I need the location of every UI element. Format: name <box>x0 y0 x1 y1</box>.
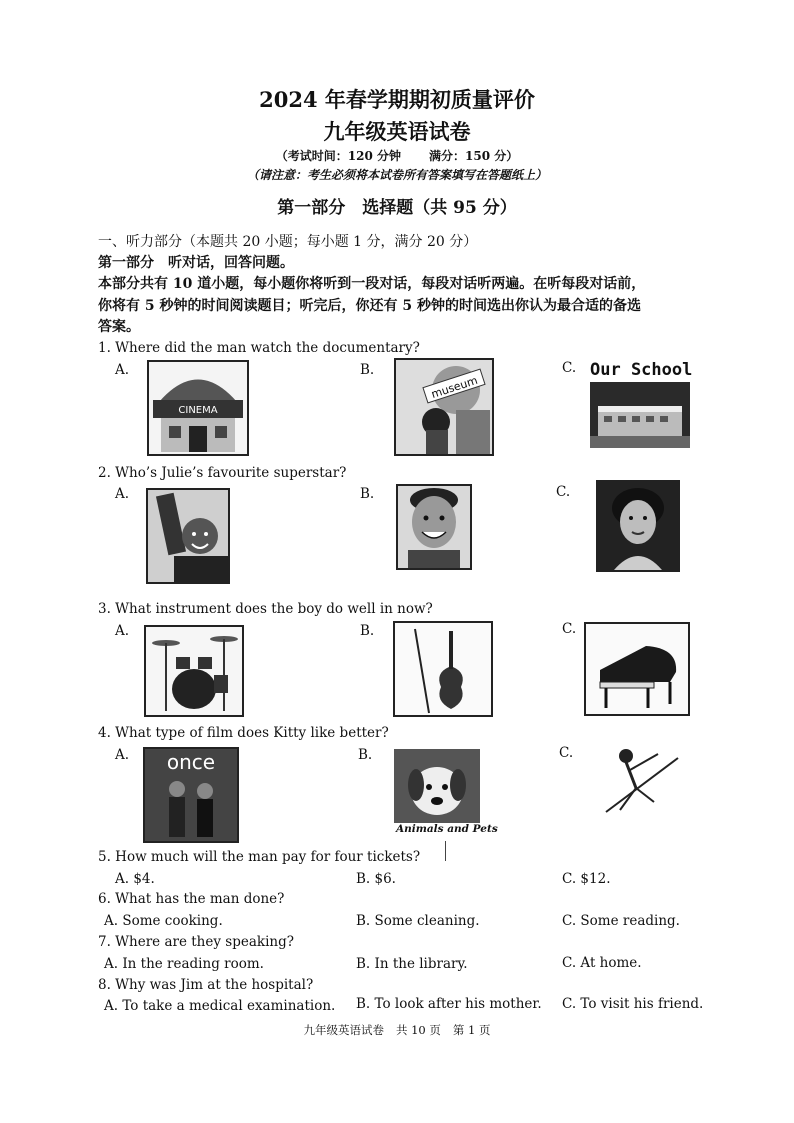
full-score: 满分：150 分） <box>429 149 519 163</box>
cinema-image <box>147 360 249 456</box>
scan-mark <box>445 841 446 861</box>
film-pets-caption: Animals and Pets <box>396 823 498 835</box>
q8-option-a: A. To take a medical examination. <box>104 998 336 1014</box>
question-5: 5. How much will the man pay for four tickets? <box>98 849 421 865</box>
instruction-line-1: 本部分共有 10 道小题，每小题你将听到一段对话，每段对话听两遍。在听每段对话前， <box>98 276 646 292</box>
q3-option-c-label: C. <box>562 621 577 637</box>
q4-option-b-label: B. <box>358 747 373 763</box>
footer-exam-name: 九年级英语试卷 <box>303 1023 384 1037</box>
exam-title: 2024 年春学期期初质量评价 <box>259 87 535 112</box>
q7-option-a: A. In the reading room. <box>104 956 264 972</box>
violin-image <box>393 621 493 717</box>
footer-page-number: 第 1 页 <box>452 1023 491 1037</box>
q4-option-c-label: C. <box>559 745 574 761</box>
question-7: 7. Where are they speaking? <box>98 934 294 950</box>
q7-option-c: C. At home. <box>562 955 642 971</box>
q3-option-b-label: B. <box>360 623 375 639</box>
q1-option-b-label: B. <box>360 362 375 378</box>
exam-time: （考试时间：120 分钟 <box>275 149 401 163</box>
q8-option-b: B. To look after his mother. <box>356 996 542 1012</box>
q2-option-b-label: B. <box>360 486 375 502</box>
q7-option-b: B. In the library. <box>356 956 468 972</box>
superstar-b-image <box>396 484 472 570</box>
film-pets-image <box>394 749 480 823</box>
question-6: 6. What has the man done? <box>98 891 285 907</box>
question-2: 2. Who’s Julie’s favourite superstar? <box>98 465 347 481</box>
q5-option-a: A. $4. <box>115 871 155 887</box>
q5-option-b: B. $6. <box>356 871 396 887</box>
page-footer <box>0 1022 794 1038</box>
q4-option-a-label: A. <box>115 747 130 763</box>
q3-option-a-label: A. <box>115 623 130 639</box>
superstar-a-image <box>146 488 230 584</box>
subsection-title: 第一部分 听对话，回答问题。 <box>98 255 294 271</box>
q6-option-a: A. Some cooking. <box>104 913 223 929</box>
school-image <box>590 382 690 448</box>
q1-option-a-label: A. <box>115 362 130 378</box>
q1-option-c-label: C. <box>562 360 577 376</box>
question-8: 8. Why was Jim at the hospital? <box>98 977 314 993</box>
film-once-title: once <box>166 750 216 774</box>
q5-option-c: C. $12. <box>562 871 611 887</box>
exam-info <box>0 147 794 164</box>
museum-image <box>394 358 494 456</box>
cinema-sign: CINEMA <box>178 405 218 416</box>
our-school-label: Our School <box>590 360 693 380</box>
film-c-image <box>600 742 680 826</box>
superstar-c-image <box>596 480 680 572</box>
instruction-line-2: 你将有 5 秒钟的时间阅读题目；听完后，你还有 5 秒钟的时间选出你认为最合适的备选 <box>98 298 641 314</box>
drums-image <box>144 625 244 717</box>
question-1: 1. Where did the man watch the documentary? <box>98 340 420 356</box>
q2-option-a-label: A. <box>115 486 130 502</box>
section-title: 一、听力部分（本题共 20 小题；每小题 1 分，满分 20 分） <box>98 234 478 250</box>
piano-image <box>584 622 690 716</box>
question-3: 3. What instrument does the boy do well in now? <box>98 601 433 617</box>
museum-sign: museum <box>429 373 480 402</box>
q6-option-c: C. Some reading. <box>562 913 680 929</box>
instruction-line-3: 答案。 <box>98 319 140 335</box>
q6-option-b: B. Some cleaning. <box>356 913 480 929</box>
q2-option-c-label: C. <box>556 484 571 500</box>
footer-total-pages: 共 10 页 <box>395 1023 441 1037</box>
part-title: 第一部分 选择题（共 95 分） <box>277 198 517 218</box>
exam-subtitle: 九年级英语试卷 <box>323 119 471 144</box>
q8-option-c: C. To visit his friend. <box>562 996 704 1012</box>
exam-notice: （请注意：考生必须将本试卷所有答案填写在答题纸上） <box>246 168 547 182</box>
film-once-image <box>143 747 239 843</box>
question-4: 4. What type of film does Kitty like better? <box>98 725 389 741</box>
